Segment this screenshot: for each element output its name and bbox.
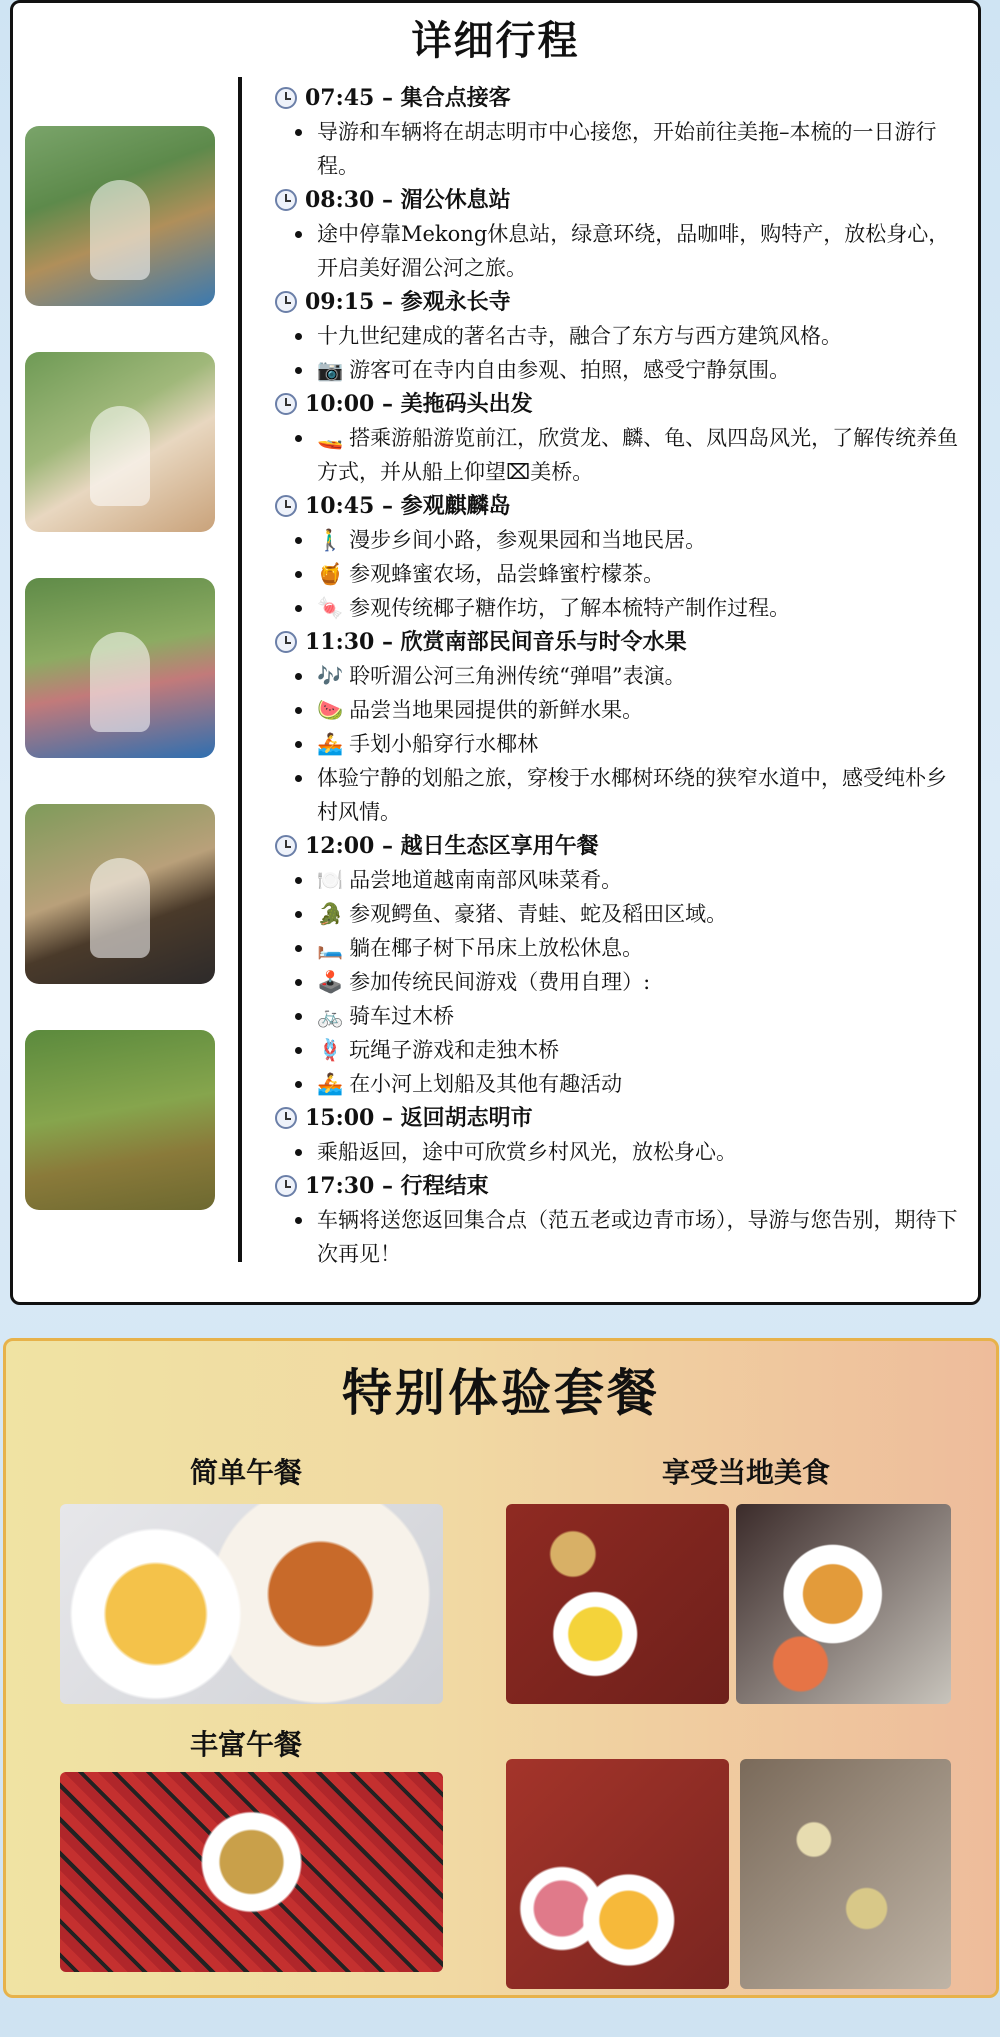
local-food-heading: 享受当地美食 [661, 1456, 830, 1489]
item-text: 聆听湄公河三角洲传统“弹唱”表演。 [349, 664, 686, 688]
item-text: 参观鳄鱼、豪猪、青蛙、蛇及稻田区域。 [349, 902, 728, 926]
list-item [295, 727, 965, 761]
clock-icon [275, 495, 297, 517]
item-text: 搭乘游船游览前江，欣赏龙、麟、龟、凤四岛风光，了解传统养鱼方式，并从船上仰望⌧美桥。 [317, 426, 959, 484]
slot-time-label: 08:30 – 湄公休息站 [305, 187, 511, 213]
clock-icon [275, 1175, 297, 1197]
slot-time-label: 07:45 – 集合点接客 [305, 85, 511, 111]
rich-lunch-photo [60, 1772, 443, 1972]
item-text: 参加传统民间游戏（费用自理）: [349, 970, 651, 994]
item-text: 品尝当地果园提供的新鲜水果。 [349, 698, 644, 722]
itinerary-card [10, 0, 981, 1305]
item-text: 参观传统椰子糖作坊，了解本梳特产制作过程。 [349, 596, 791, 620]
schedule-slot-heading [275, 285, 965, 319]
slot-item-list [275, 115, 965, 183]
itinerary-title: 详细行程 [411, 17, 580, 64]
boat-tour-photo-1 [25, 126, 215, 306]
activity-icon: 🍯 [317, 562, 344, 586]
activity-icon: 🚤 [317, 426, 344, 450]
activity-icon: 🚣 [317, 1072, 344, 1096]
local-food-photo-2 [736, 1504, 951, 1704]
item-text: 躺在椰子树下吊床上放松休息。 [349, 936, 644, 960]
list-item [295, 353, 965, 387]
clock-icon [275, 1107, 297, 1129]
list-item [295, 319, 965, 353]
slot-item-list [275, 421, 965, 489]
slot-time-label: 09:15 – 参观永长寺 [305, 289, 511, 315]
timeline-divider [238, 77, 242, 1262]
clock-icon [275, 189, 297, 211]
list-item [295, 1135, 965, 1169]
slot-item-list [275, 863, 965, 1101]
list-item [295, 523, 965, 557]
item-text: 在小河上划船及其他有趣活动 [349, 1072, 623, 1096]
item-text: 参观蜂蜜农场，品尝蜂蜜柠檬茶。 [349, 562, 665, 586]
schedule-slot-heading [275, 387, 965, 421]
schedule-slot-heading [275, 81, 965, 115]
boat-tour-photo-2 [25, 352, 215, 532]
activity-icon: 🍽️ [317, 868, 344, 892]
boat-tour-photo-3 [25, 578, 215, 758]
clock-icon [275, 631, 297, 653]
slot-item-list [275, 659, 965, 829]
activity-icon: 📷 [317, 358, 344, 382]
schedule-slot-heading [275, 1101, 965, 1135]
item-text: 车辆将送您返回集合点（范五老或边青市场），导游与您告别，期待下次再见！ [317, 1208, 958, 1266]
slot-time-label: 10:45 – 参观麒麟岛 [305, 493, 511, 519]
item-text: 游客可在寺内自由参观、拍照，感受宁静氛围。 [349, 358, 791, 382]
slot-item-list [275, 217, 965, 285]
activity-icon: 🍬 [317, 596, 344, 620]
item-text: 十九世纪建成的著名古寺，融合了东方与西方建筑风格。 [317, 324, 842, 348]
activity-icon: 🐊 [317, 902, 344, 926]
list-item [295, 115, 965, 183]
list-item [295, 557, 965, 591]
list-item [295, 761, 965, 829]
schedule-list [275, 81, 965, 1271]
schedule-slot-heading [275, 625, 965, 659]
schedule-slot-heading [275, 829, 965, 863]
activity-icon: 🍉 [317, 698, 344, 722]
clock-icon [275, 393, 297, 415]
simple-lunch-photo [60, 1504, 443, 1704]
activity-icon: 🚣 [317, 732, 344, 756]
list-item [295, 931, 965, 965]
item-text: 漫步乡间小路，参观果园和当地民居。 [349, 528, 707, 552]
clock-icon [275, 835, 297, 857]
slot-item-list [275, 523, 965, 625]
schedule-slot-heading [275, 489, 965, 523]
rich-lunch-heading: 丰富午餐 [189, 1728, 302, 1761]
item-text: 品尝地道越南南部风味菜肴。 [349, 868, 623, 892]
list-item [295, 999, 965, 1033]
activity-icon: 🕹️ [317, 970, 344, 994]
activity-icon: 🚶‍♂️ [317, 528, 344, 552]
item-text: 骑车过木桥 [349, 1004, 455, 1028]
activity-icon: 🚲 [317, 1004, 344, 1028]
list-item [295, 693, 965, 727]
list-item [295, 591, 965, 625]
activity-icon: 🎶 [317, 664, 344, 688]
slot-time-label: 11:30 – 欣赏南部民间音乐与时令水果 [305, 629, 687, 655]
package-title: 特别体验套餐 [342, 1363, 660, 1422]
slot-item-list [275, 1135, 965, 1169]
list-item [295, 421, 965, 489]
slot-time-label: 15:00 – 返回胡志明市 [305, 1105, 533, 1131]
clock-icon [275, 87, 297, 109]
schedule-slot-heading [275, 1169, 965, 1203]
package-card [3, 1338, 999, 1998]
list-item [295, 659, 965, 693]
photo-column [25, 126, 217, 1256]
list-item [295, 1203, 965, 1271]
local-food-photo-1 [506, 1504, 729, 1704]
schedule-slot-heading [275, 183, 965, 217]
item-text: 体验宁静的划船之旅，穿梭于水椰树环绕的狭窄水道中，感受纯朴乡村风情。 [317, 766, 947, 824]
item-text: 玩绳子游戏和走独木桥 [349, 1038, 560, 1062]
slot-time-label: 17:30 – 行程结束 [305, 1173, 489, 1199]
item-text: 手划小船穿行水椰林 [349, 732, 539, 756]
item-text: 乘船返回，途中可欣赏乡村风光，放松身心。 [317, 1140, 737, 1164]
item-text: 导游和车辆将在胡志明市中心接您，开始前往美拖–本梳的一日游行程。 [317, 120, 937, 178]
list-item [295, 217, 965, 285]
canal-boat-photo [25, 1030, 215, 1210]
simple-lunch-heading: 简单午餐 [189, 1456, 302, 1489]
list-item [295, 965, 965, 999]
tea-table-photo [740, 1759, 951, 1989]
list-item [295, 863, 965, 897]
slot-time-label: 10:00 – 美拖码头出发 [305, 391, 533, 417]
fruit-platter-photo [506, 1759, 729, 1989]
list-item [295, 897, 965, 931]
item-text: 途中停靠Mekong休息站，绿意环绕，品咖啡，购特产，放松身心，开启美好湄公河之旅。 [317, 222, 950, 280]
slot-item-list [275, 1203, 965, 1271]
slot-item-list [275, 319, 965, 387]
list-item [295, 1033, 965, 1067]
clock-icon [275, 291, 297, 313]
slot-time-label: 12:00 – 越日生态区享用午餐 [305, 833, 599, 859]
activity-icon: 🛏️ [317, 936, 344, 960]
activity-icon: 🪢 [317, 1038, 344, 1062]
list-item [295, 1067, 965, 1101]
bee-farm-photo [25, 804, 215, 984]
